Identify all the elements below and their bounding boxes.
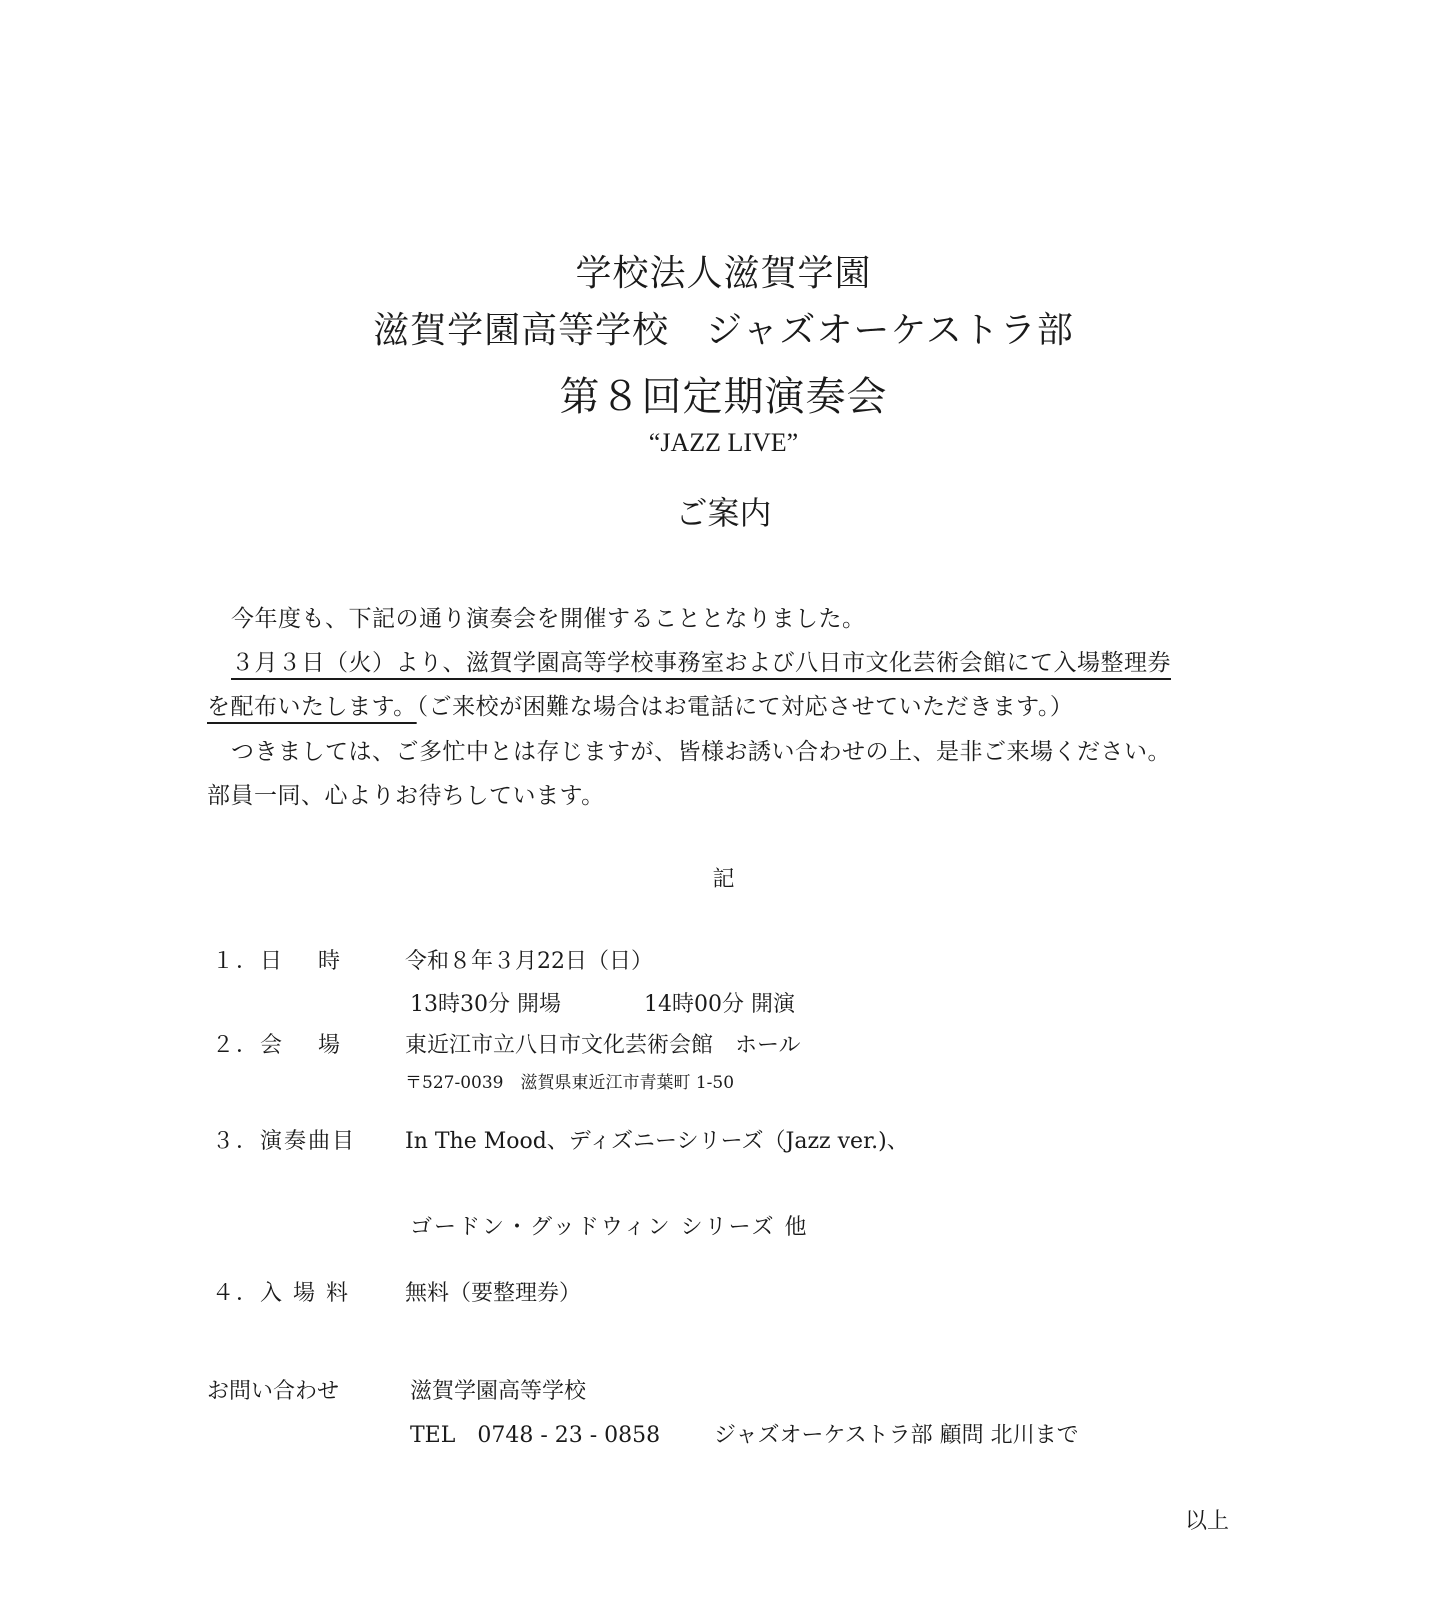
program-label: ３．演奏曲目 xyxy=(212,1129,357,1154)
datetime-label-a: １．日 xyxy=(212,949,285,974)
body-line-4: つきましては、ご多忙中とは存じますが、皆様お誘い合わせの上、是非ご来場ください。 xyxy=(231,739,1171,765)
closing-ijou: 以上 xyxy=(1185,1509,1230,1534)
contact-person: ジャズオーケストラ部 顧問 北川まで xyxy=(714,1423,1079,1448)
org-name: 学校法人滋賀学園 xyxy=(575,253,872,294)
body-line-3-rest: （ご来校が困難な場合はお電話にて対応させていただきます。） xyxy=(416,694,1074,720)
event-title: 第８回定期演奏会 xyxy=(559,374,888,420)
datetime-label-b: 時 xyxy=(318,949,341,974)
start-time: 14時00分 開演 xyxy=(644,992,795,1017)
contact-label: お問い合わせ xyxy=(207,1379,340,1404)
contact-tel: TEL 0748 - 23 - 0858 xyxy=(410,1423,661,1448)
event-date: 令和８年３月22日（日） xyxy=(405,949,653,974)
notice-heading: ご案内 xyxy=(675,494,772,532)
fee-label: ４．入 場 料 xyxy=(212,1281,350,1306)
body-line-5: 部員一同、心よりお待ちしています。 xyxy=(207,783,605,809)
open-time: 13時30分 開場 xyxy=(410,992,561,1017)
program-line-2: ゴードン・グッドウィン シリーズ 他 xyxy=(410,1215,809,1240)
event-subtitle: “JAZZ LIVE” xyxy=(648,428,799,457)
fee-value: 無料（要整理券） xyxy=(405,1281,582,1306)
venue-name: 東近江市立八日市文化芸術会館 ホール xyxy=(405,1033,801,1058)
body-line-1: 今年度も、下記の通り演奏会を開催することとなりました。 xyxy=(231,606,866,632)
program-line-1: In The Mood、ディズニーシリーズ（Jazz ver.)、 xyxy=(405,1129,909,1154)
club-name: 滋賀学園高等学校 ジャズオーケストラ部 xyxy=(373,310,1074,351)
venue-label-b: 場 xyxy=(318,1033,341,1058)
venue-address: 〒527-0039 滋賀県東近江市青葉町 1-50 xyxy=(405,1073,735,1093)
venue-label-a: ２．会 xyxy=(212,1033,285,1058)
contact-school: 滋賀学園高等学校 xyxy=(410,1379,587,1404)
body-line-3 xyxy=(207,688,1073,721)
body-line-2: ３月３日（火）より、滋賀学園高等学校事務室および八日市文化芸術会館にて入場整理券 xyxy=(231,650,1171,676)
body-line-3-underlined: を配布いたします。 xyxy=(207,694,417,720)
ki-heading: 記 xyxy=(712,867,735,892)
